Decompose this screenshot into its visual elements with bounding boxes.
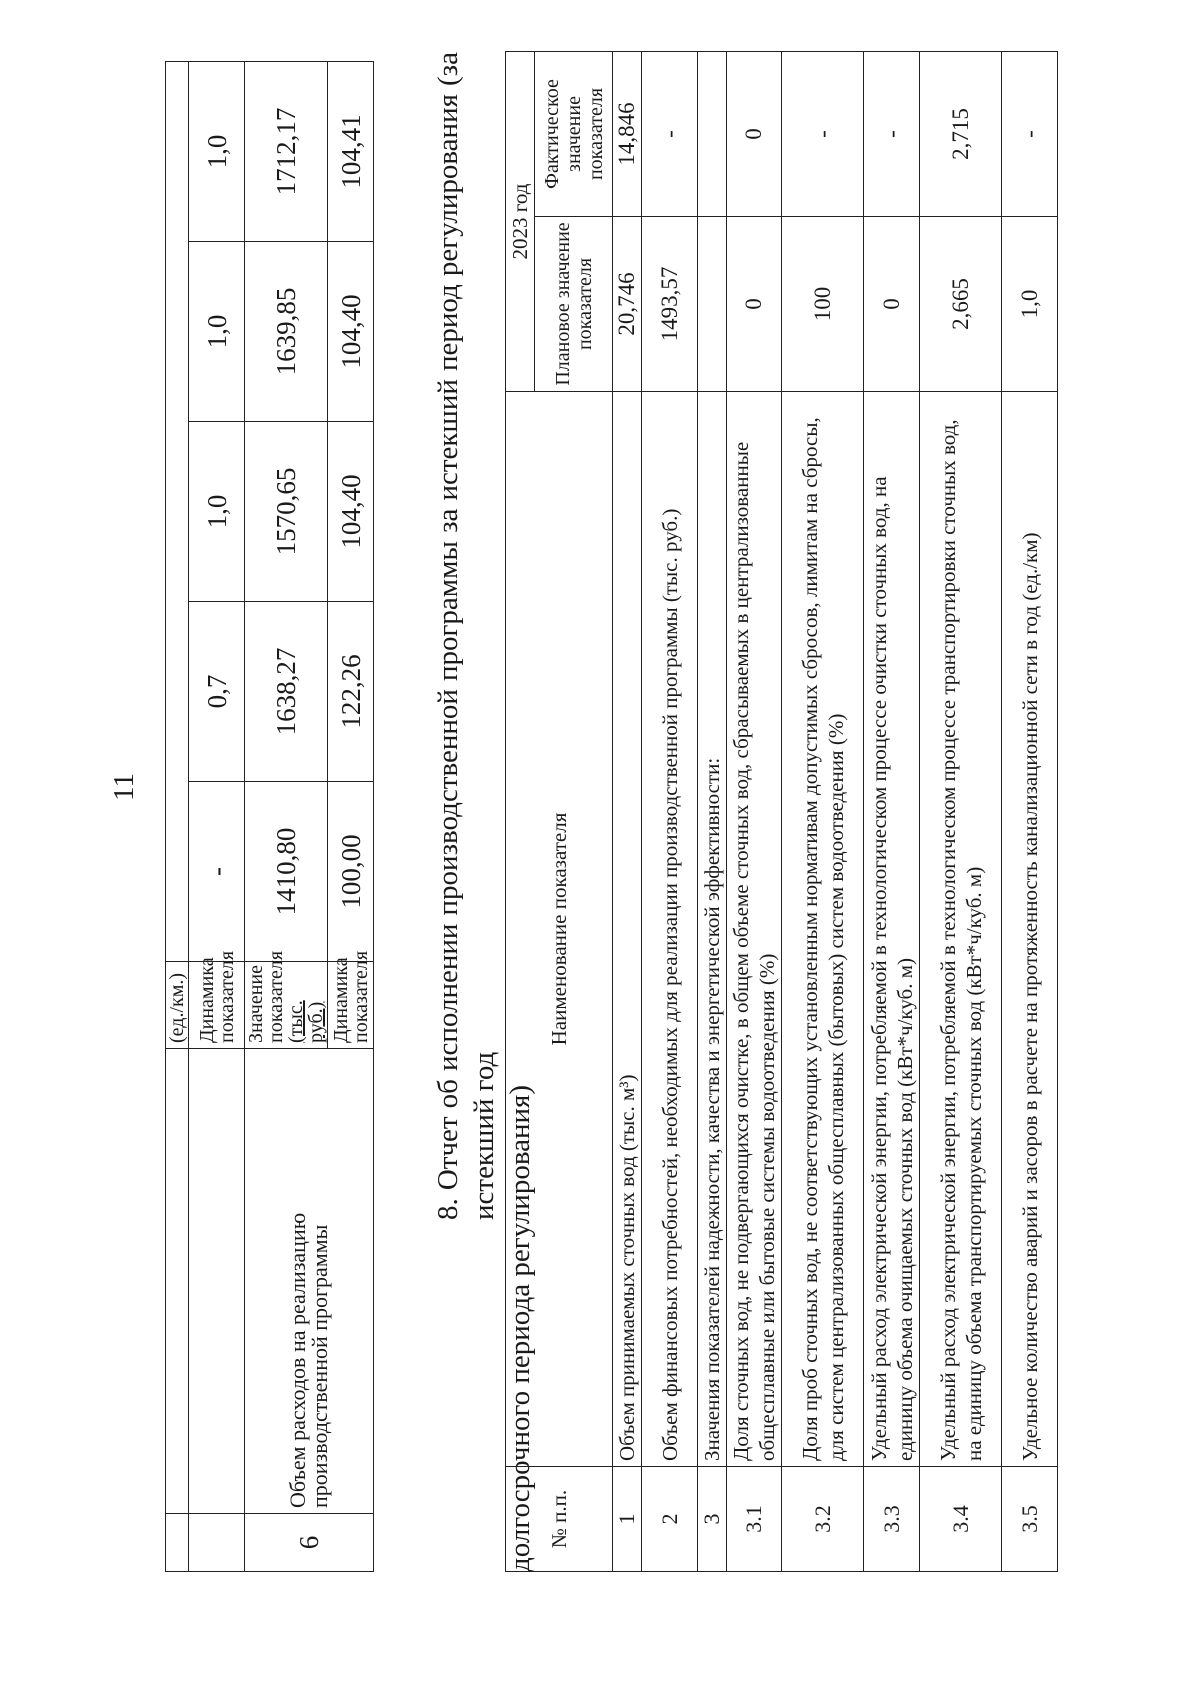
table-cell: 0,7 [189,602,245,782]
table-cell: 1570,65 [245,422,328,602]
row-name: Доля проб сточных вод, не соответствующих установленным нормативам допустимых сбросов, лимитам на сбросы, для систем централизованных общесплавных (бытовых) систем водоотведения (%) [782,392,864,1467]
planned-value: 2,665 [920,217,1002,392]
row-number: 3.5 [1002,1467,1058,1572]
table-cell: 100,00 [328,782,374,962]
column-header-number: № п.п. [506,1467,613,1572]
table-row [613,51,642,1571]
row-name: Объем финансовых потребностей, необходимых для реализации производственной программы (тыс. руб.) [642,392,698,1467]
table-row [864,51,920,1571]
row-name: Удельный расход электрической энергии, потребляемой в технологическом процессе очистки сточных вод, на единицу объема очищаемых сточных вод (кВт*ч/куб. м) [864,392,920,1467]
table-row [642,51,698,1571]
planned-value [698,217,727,392]
unit-label: (ед./км.) [166,962,189,1049]
actual-value: - [642,51,698,216]
planned-value: 20,746 [613,217,642,392]
table-row [782,51,864,1571]
planned-value: 100 [782,217,864,392]
row-number: 3.3 [864,1467,920,1572]
row-name: Удельное количество аварий и засоров в расчете на протяженность канализационной сети в год (ед./км) [1002,392,1058,1467]
planned-value: 0 [864,217,920,392]
row-name: Объем принимаемых сточных вод (тыс. м³) [613,392,642,1467]
planned-value: 1,0 [1002,217,1058,392]
row-number: 1 [613,1467,642,1572]
actual-value: 2,715 [920,51,1002,216]
table-header-row [506,51,535,1571]
row-name: Удельный расход электрической энергии, потребляемой в технологическом процессе транспортировки сточных вод, на единицу объема транспортируемых сточных вод (кВт*ч/куб. м) [920,392,1002,1467]
row-label: Значение показателя (тыс. руб.) [245,962,328,1049]
actual-value: 14,846 [613,51,642,216]
row-label: Динамика показателя [189,962,245,1049]
table-row [698,51,727,1571]
section-8-title: 8. Отчет об исполнении производственной программы за истекший период регулирования (за истекший год долгосрочного периода регулирования) [432,52,536,1572]
row-label: Динамика показателя [328,962,374,1049]
report-table [505,51,1058,1572]
table-cell: 1,0 [189,242,245,422]
table-cell: 1,0 [189,61,245,241]
table-row [189,61,245,1571]
row-number: 3.1 [727,1467,782,1572]
column-header-year: 2023 год [506,51,535,391]
column-header-name: Наименование показателя [506,392,613,1467]
row-number: 6 [245,1514,374,1572]
actual-value: 0 [727,51,782,216]
row-name: Объем расходов на реализацию производственной программы [245,1049,374,1514]
actual-value: - [864,51,920,216]
table-cell: 1638,27 [245,602,328,782]
table-cell: 104,41 [328,61,374,241]
column-header-actual: Фактическое значение показателя [535,51,613,216]
row-number: 2 [642,1467,698,1572]
planned-value: 0 [727,217,782,392]
expenses-table [165,61,374,1572]
row-number: 3.2 [782,1467,864,1572]
table-row [245,61,328,1571]
table-row [727,51,782,1571]
table-cell: 104,40 [328,422,374,602]
table-cell: 1410,80 [245,782,328,962]
row-number: 3 [698,1467,727,1572]
table-row [166,61,189,1571]
table-row [920,51,1002,1571]
table-cell: 1,0 [189,422,245,602]
table-cell: 1639,85 [245,242,328,422]
actual-value: - [782,51,864,216]
actual-value [698,51,727,216]
actual-value: - [1002,51,1058,216]
table-row [1002,51,1058,1571]
row-name: Доля сточных вод, не подвергающихся очистке, в общем объеме сточных вод, сбрасываемых в централизованные общесплавные или бытовые системы водоотведения (%) [727,392,782,1467]
table-cell: 104,40 [328,242,374,422]
row-name: Значения показателей надежности, качества и энергетической эффективности: [698,392,727,1467]
planned-value: 1493,57 [642,217,698,392]
page-number: 11 [108,773,140,801]
table-cell: 122,26 [328,602,374,782]
column-header-planned: Плановое значение показателя [535,217,613,392]
table-cell: - [189,782,245,962]
table-cell: 1712,17 [245,61,328,241]
row-number: 3.4 [920,1467,1002,1572]
